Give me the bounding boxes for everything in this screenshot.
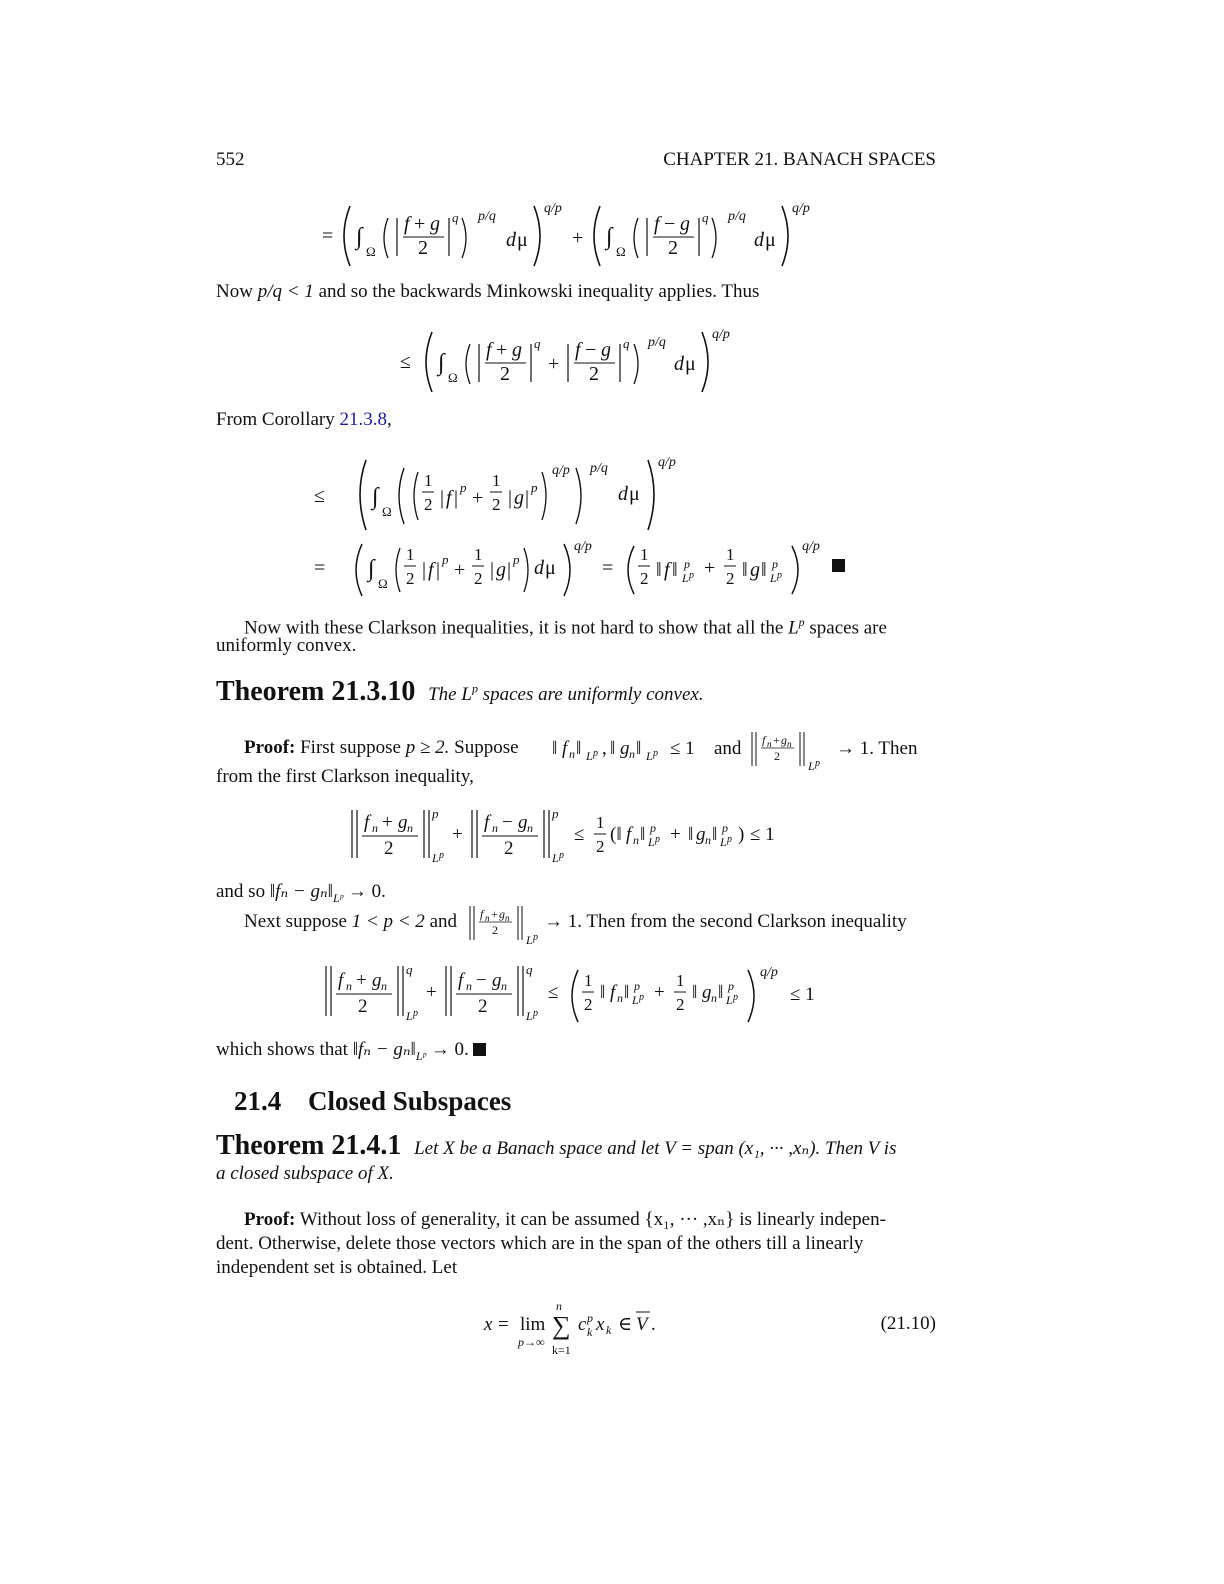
text-span: and: [424, 911, 457, 932]
svg-text:∫: ∫: [372, 484, 379, 510]
svg-text:L: L: [632, 993, 639, 1007]
svg-text:L: L: [552, 851, 559, 865]
theorem-label: Theorem 21.4.1: [216, 1130, 402, 1161]
svg-text:p/q: p/q: [478, 209, 496, 224]
svg-text:p: p: [722, 821, 728, 835]
svg-text:|: |: [422, 559, 427, 581]
paragraph-clarkson-line2: [216, 634, 936, 658]
svg-text:−: −: [502, 812, 513, 833]
svg-text:n: n: [485, 913, 490, 923]
svg-text:L: L: [682, 571, 689, 585]
svg-text:2: 2: [589, 363, 599, 385]
equation-3: [300, 448, 860, 598]
svg-text:f: f: [480, 907, 484, 921]
svg-text:q: q: [534, 336, 541, 351]
text-span: Next suppose: [244, 911, 352, 932]
svg-text:1: 1: [676, 971, 685, 990]
text-span: Now with these Clarkson inequalities, it is not hard to show that all the: [244, 617, 789, 639]
svg-text:|: |: [440, 487, 445, 509]
svg-text:n: n: [629, 747, 635, 761]
svg-text:≤ 1: ≤ 1: [750, 824, 775, 845]
subscript: Lᵖ: [333, 890, 344, 905]
svg-text:p: p: [653, 748, 658, 759]
svg-text:+: +: [491, 907, 498, 921]
svg-text:g: g: [781, 733, 787, 747]
svg-text:p: p: [733, 992, 738, 1003]
text-span: From Corollary: [216, 409, 340, 430]
svg-text:x: x: [484, 1314, 493, 1335]
svg-text:Ω: Ω: [366, 244, 376, 259]
lim-text: lim: [520, 1314, 546, 1335]
svg-text:f: f: [458, 970, 464, 991]
proof-label: Proof:: [244, 737, 296, 758]
svg-text:‖: ‖: [692, 982, 698, 1003]
svg-text:g: g: [398, 812, 408, 833]
inline-math: p ≥ 2.: [405, 737, 450, 758]
svg-text:Ω: Ω: [616, 244, 626, 259]
svg-text:2: 2: [418, 237, 428, 259]
proof-2-line2: [216, 1232, 936, 1256]
svg-text:L: L: [646, 749, 653, 763]
svg-text:g: g: [680, 213, 690, 235]
svg-text:‖: ‖: [552, 738, 558, 759]
svg-text:q/p: q/p: [792, 201, 810, 216]
svg-text:L: L: [526, 933, 533, 946]
svg-text:p: p: [650, 821, 656, 835]
svg-text:q/p: q/p: [552, 463, 570, 478]
svg-text:n: n: [381, 979, 387, 993]
page-number: 552: [216, 149, 245, 170]
svg-text:2: 2: [774, 749, 780, 763]
svg-text:n: n: [705, 833, 711, 847]
svg-text:‖: ‖: [576, 738, 582, 759]
svg-text:‖: ‖: [712, 824, 718, 845]
theorem-text: Let X be a Banach space and let V = span (x₁, ··· ,xₙ). Then V is: [414, 1138, 897, 1159]
svg-text:f: f: [364, 812, 370, 833]
svg-text:2: 2: [596, 837, 605, 856]
svg-text:‖: ‖: [640, 824, 646, 845]
svg-text:g: g: [601, 339, 611, 361]
svg-text:L: L: [726, 993, 733, 1007]
svg-text:|: |: [436, 559, 441, 581]
svg-text:f: f: [654, 213, 660, 235]
text-span: Now: [216, 281, 258, 302]
svg-text:(‖: (‖: [610, 824, 622, 845]
svg-text:1: 1: [596, 813, 605, 832]
svg-text:+: +: [654, 982, 665, 1003]
proof-label: Proof:: [244, 1209, 296, 1230]
svg-text:‖: ‖: [672, 559, 678, 581]
svg-text:g: g: [514, 487, 524, 509]
text-span: Without loss of generality, it can be assumed {x₁, ··· ,xₙ} is linearly indepen-: [299, 1209, 886, 1230]
proof-1-line2: [216, 765, 936, 789]
svg-text:n: n: [372, 821, 378, 835]
svg-text:+: +: [704, 557, 716, 579]
text-span: First suppose: [300, 737, 406, 758]
svg-text:≤: ≤: [314, 485, 325, 507]
svg-text:g: g: [372, 970, 382, 991]
svg-text:2: 2: [384, 838, 394, 859]
text-span: and so the backwards Minkowski inequality applies. Thus: [313, 281, 760, 302]
theorem-text: a closed subspace of X.: [216, 1163, 394, 1184]
proof-2-line1: [244, 1208, 936, 1232]
svg-text:c: c: [578, 1314, 587, 1335]
svg-text:∈: ∈: [618, 1314, 633, 1335]
svg-text:2: 2: [500, 363, 510, 385]
svg-text:+: +: [472, 487, 484, 509]
svg-text:|: |: [490, 559, 495, 581]
svg-text:q: q: [623, 336, 630, 351]
svg-text:f: f: [762, 733, 766, 747]
proof-2-line3: [216, 1256, 936, 1280]
svg-text:g: g: [496, 559, 506, 581]
svg-text:f: f: [610, 982, 616, 1003]
svg-text:μ: μ: [517, 229, 528, 251]
svg-text:+: +: [426, 982, 437, 1003]
svg-text:f: f: [446, 487, 452, 509]
which-shows-line: [216, 1038, 936, 1068]
superscript: p: [798, 615, 805, 629]
text-span: The: [428, 684, 462, 705]
inline-math: p/q < 1: [257, 281, 314, 302]
text-span: and so: [216, 881, 270, 902]
running-header: [216, 148, 936, 174]
equation-clarkson-1: [346, 804, 806, 868]
equation-2: [390, 324, 750, 396]
svg-text:g: g: [492, 970, 502, 991]
svg-text:‖: ‖: [610, 738, 616, 759]
svg-text:d: d: [674, 353, 684, 375]
text-span: Suppose: [449, 737, 519, 758]
svg-text:p: p: [432, 806, 439, 821]
svg-text:‖: ‖: [742, 559, 748, 581]
svg-text:p: p: [531, 480, 538, 495]
svg-text:μ: μ: [629, 483, 640, 505]
svg-text:k: k: [606, 1323, 612, 1337]
section-heading: [234, 1086, 934, 1117]
svg-text:μ: μ: [765, 229, 776, 251]
svg-text:1: 1: [726, 545, 735, 564]
svg-text:g: g: [512, 339, 522, 361]
svg-text:≤: ≤: [548, 982, 559, 1003]
svg-text:k: k: [587, 1325, 593, 1339]
svg-text:‖: ‖: [656, 559, 662, 581]
svg-text:|: |: [454, 487, 459, 509]
svg-text:,: ,: [602, 738, 607, 759]
svg-text:n: n: [617, 991, 623, 1005]
svg-text:n: n: [569, 747, 575, 761]
text-span: dent. Otherwise, delete those vectors which are in the span of the others till a linearly: [216, 1233, 864, 1254]
svg-text:d: d: [754, 229, 764, 251]
svg-text:f: f: [404, 213, 410, 235]
text-span: → 0.: [425, 1039, 469, 1060]
svg-text:q: q: [702, 210, 709, 225]
svg-text:f: f: [562, 738, 568, 759]
svg-text:x: x: [596, 1314, 605, 1335]
sum-lower: k=1: [552, 1343, 571, 1357]
inline-math: L: [788, 617, 799, 639]
svg-text:L: L: [720, 835, 727, 849]
svg-text:2: 2: [640, 569, 649, 588]
svg-text:‖: ‖: [688, 824, 694, 845]
svg-text:q/p: q/p: [658, 455, 676, 470]
svg-text:p: p: [533, 932, 538, 943]
svg-text:q/p: q/p: [760, 965, 778, 980]
text-span: independent set is obtained. Let: [216, 1257, 458, 1278]
svg-text:L: L: [770, 571, 777, 585]
svg-text:n: n: [501, 979, 507, 993]
svg-text:Ω: Ω: [378, 576, 388, 591]
svg-text:1: 1: [584, 971, 593, 990]
svg-text:q/p: q/p: [574, 539, 592, 554]
svg-text:p: p: [593, 748, 598, 759]
svg-text:2: 2: [504, 838, 514, 859]
svg-text:g: g: [620, 738, 630, 759]
theorem-label: Theorem 21.3.10: [216, 676, 416, 707]
svg-text:≤: ≤: [400, 351, 411, 373]
svg-text:2: 2: [726, 569, 735, 588]
svg-text:p/q: p/q: [648, 335, 666, 350]
sum-upper: n: [556, 1299, 562, 1313]
svg-text:g: g: [702, 982, 712, 1003]
equation-number: [860, 1312, 936, 1336]
svg-text:L: L: [406, 1009, 413, 1023]
svg-text:≤: ≤: [574, 824, 585, 845]
svg-text:n: n: [505, 913, 510, 923]
svg-text:q: q: [452, 210, 459, 225]
equation-number-text: (21.10): [880, 1313, 936, 1334]
svg-text:+: +: [454, 559, 466, 581]
svg-text:2: 2: [584, 995, 593, 1014]
svg-text:n: n: [346, 979, 352, 993]
svg-text:and: and: [714, 738, 742, 759]
svg-text:∫: ∫: [368, 556, 375, 582]
svg-text:‖: ‖: [624, 982, 630, 1003]
svg-text:∑: ∑: [552, 1311, 571, 1340]
svg-text:∫: ∫: [356, 224, 363, 250]
svg-text:2: 2: [474, 569, 483, 588]
chapter-title: CHAPTER 21. BANACH SPACES: [663, 149, 936, 170]
svg-text:p: p: [587, 1311, 593, 1325]
svg-text:∫: ∫: [606, 224, 613, 250]
svg-text:−: −: [664, 213, 676, 235]
svg-text:f: f: [484, 812, 490, 833]
qed-symbol: [473, 1043, 486, 1056]
svg-text:‖: ‖: [600, 982, 606, 1003]
svg-text:p: p: [689, 570, 694, 581]
svg-text:p: p: [639, 992, 644, 1003]
svg-text:f: f: [428, 559, 434, 581]
svg-text:+: +: [548, 353, 560, 375]
svg-text:p: p: [439, 850, 444, 861]
svg-text:Ω: Ω: [382, 504, 392, 519]
svg-text:|: |: [525, 487, 530, 509]
superscript: p: [471, 681, 478, 696]
text-span: ,: [387, 409, 392, 430]
svg-text:2: 2: [424, 495, 433, 514]
svg-text:∫: ∫: [438, 350, 445, 376]
svg-text:q: q: [406, 962, 413, 977]
svg-text:L: L: [432, 851, 439, 865]
svg-text:Ω: Ω: [448, 370, 458, 385]
svg-text:p: p: [772, 557, 778, 571]
svg-text:2: 2: [676, 995, 685, 1014]
text-span: from the first Clarkson inequality,: [216, 766, 474, 787]
svg-text:p: p: [552, 806, 559, 821]
svg-text:+: +: [356, 970, 367, 991]
svg-text:+: +: [670, 824, 681, 845]
svg-text:n: n: [767, 739, 772, 749]
text-span: which shows that: [216, 1039, 353, 1060]
svg-text:p: p: [442, 552, 449, 567]
svg-text:d: d: [618, 483, 628, 505]
svg-text:q: q: [526, 962, 533, 977]
svg-text:q/p: q/p: [802, 539, 820, 554]
svg-text:n: n: [407, 821, 413, 835]
inline-math: 1 < p < 2: [351, 911, 425, 932]
svg-text:V: V: [636, 1314, 648, 1335]
svg-text:f: f: [664, 559, 670, 581]
svg-text:1: 1: [474, 545, 483, 564]
svg-text:‖: ‖: [718, 982, 724, 1003]
paragraph-minkowski: [216, 280, 936, 304]
svg-text:p/q: p/q: [590, 461, 608, 476]
paragraph-corollary: [216, 408, 936, 432]
text-span: → 1. Then from the second Clarkson inequality: [544, 911, 907, 932]
text-span: spaces are: [804, 617, 887, 639]
svg-text:.: .: [651, 1314, 656, 1335]
text-span: uniformly convex.: [216, 635, 357, 656]
svg-text:1: 1: [492, 471, 501, 490]
svg-text:μ: μ: [685, 353, 696, 375]
svg-text:1: 1: [640, 545, 649, 564]
svg-text:g: g: [518, 812, 528, 833]
svg-text:p: p: [413, 1008, 418, 1019]
svg-text:f: f: [575, 339, 581, 361]
svg-text:p: p: [684, 557, 690, 571]
svg-text:p: p: [559, 850, 564, 861]
text-span: → 0.: [343, 881, 386, 902]
svg-text:=: =: [602, 557, 614, 579]
svg-text:+: +: [572, 227, 584, 249]
svg-text:→ 1. Then: → 1. Then: [836, 738, 918, 759]
svg-text:=: =: [498, 1314, 509, 1335]
svg-text:g: g: [696, 824, 706, 845]
svg-text:L: L: [586, 749, 593, 763]
theorem-21-3-10: [216, 676, 936, 708]
svg-text:μ: μ: [545, 557, 556, 579]
svg-text:n: n: [466, 979, 472, 993]
svg-text:p: p: [655, 834, 660, 845]
svg-text:L: L: [648, 835, 655, 849]
svg-text:2: 2: [358, 996, 368, 1017]
svg-text:2: 2: [406, 569, 415, 588]
equation-21-10: [480, 1292, 680, 1358]
svg-text:2: 2: [478, 996, 488, 1017]
svg-text:‖: ‖: [636, 738, 642, 759]
svg-text:p: p: [460, 480, 467, 495]
theorem-21-4-1: [216, 1130, 936, 1162]
svg-text:p: p: [727, 834, 732, 845]
svg-text:n: n: [711, 991, 717, 1005]
svg-text:p: p: [634, 979, 640, 993]
inline-math: L: [461, 684, 472, 705]
svg-text:≤ 1: ≤ 1: [790, 984, 815, 1005]
svg-text:‖: ‖: [761, 559, 767, 581]
section-number: 21.4: [234, 1086, 282, 1116]
svg-text:q/p: q/p: [712, 327, 730, 342]
section-title: Closed Subspaces: [308, 1086, 512, 1116]
svg-text:1: 1: [424, 471, 433, 490]
next-suppose-tail: [544, 910, 936, 934]
svg-text:g: g: [499, 907, 505, 921]
subscript: Lᵖ: [415, 1048, 426, 1063]
svg-text:g: g: [750, 559, 760, 581]
svg-text:2: 2: [492, 923, 498, 937]
svg-text:1: 1: [406, 545, 415, 564]
equation-clarkson-2: [320, 958, 840, 1028]
svg-text:p: p: [533, 1008, 538, 1019]
svg-text:q/p: q/p: [544, 201, 562, 216]
svg-text:p: p: [777, 570, 782, 581]
svg-text:n: n: [787, 739, 792, 749]
svg-text:2: 2: [492, 495, 501, 514]
svg-text:p: p: [728, 979, 734, 993]
svg-text:+: +: [382, 812, 393, 833]
svg-text:d: d: [534, 557, 544, 579]
svg-text:=: =: [314, 557, 326, 579]
svg-text:2: 2: [668, 237, 678, 259]
svg-text:−: −: [585, 339, 597, 361]
theorem-21-4-1-line2: [216, 1162, 936, 1186]
svg-text:|: |: [508, 487, 513, 509]
text-span: spaces are uniformly convex.: [477, 684, 704, 705]
svg-text:n: n: [633, 833, 639, 847]
svg-text:f: f: [486, 339, 492, 361]
svg-text:): ): [738, 824, 745, 845]
svg-text:n: n: [492, 821, 498, 835]
svg-text:f: f: [338, 970, 344, 991]
svg-text:≤ 1: ≤ 1: [670, 738, 695, 759]
svg-text:=: =: [322, 225, 334, 247]
svg-text:p/q: p/q: [728, 209, 746, 224]
inline-math: ‖fₙ − gₙ‖: [269, 881, 333, 902]
svg-text:g: g: [430, 213, 440, 235]
svg-text:p: p: [815, 758, 820, 769]
svg-text:L: L: [526, 1009, 533, 1023]
corollary-link[interactable]: 21.3.8: [339, 409, 387, 430]
svg-text:L: L: [808, 759, 815, 772]
svg-text:−: −: [476, 970, 487, 991]
svg-text:p: p: [513, 552, 520, 567]
equation-1: [300, 196, 840, 272]
svg-text:+: +: [496, 339, 508, 361]
inline-math: ‖fₙ − gₙ‖: [352, 1039, 416, 1060]
svg-text:+: +: [773, 733, 780, 747]
lim-subscript: p→∞: [518, 1335, 545, 1349]
svg-text:+: +: [452, 824, 463, 845]
svg-text:|: |: [507, 559, 512, 581]
svg-text:n: n: [527, 821, 533, 835]
svg-text:f: f: [626, 824, 632, 845]
svg-text:+: +: [414, 213, 426, 235]
svg-text:d: d: [506, 229, 516, 251]
